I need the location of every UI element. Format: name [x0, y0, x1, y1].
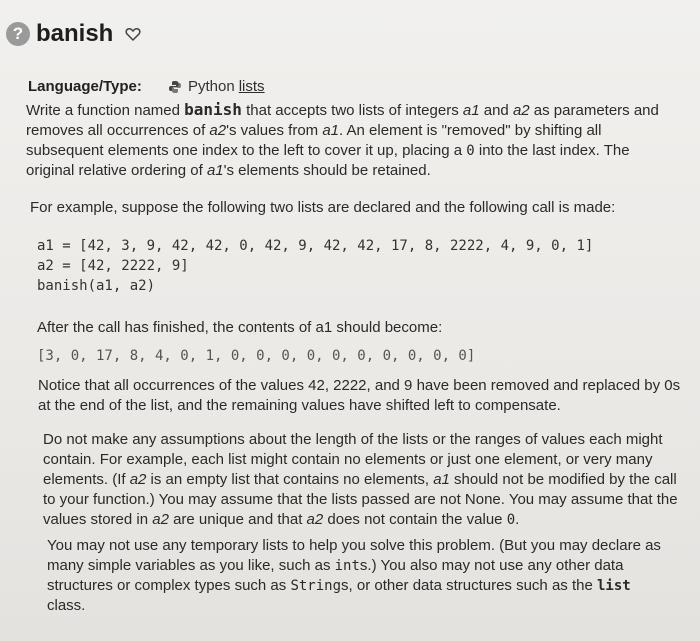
var-a1: a1 — [433, 471, 450, 488]
text: Write a function named — [26, 102, 185, 119]
code-line: a1 = [42, 3, 9, 42, 42, 0, 42, 9, 42, 42, 17, 8, 2222, 4, 9, 0, 1] — [37, 238, 594, 254]
language-link[interactable]: lists — [238, 78, 265, 95]
text: 's elements should be retained. — [223, 162, 431, 179]
code-string: String — [290, 578, 342, 594]
text: You may not use any temporary lists to help you solve this problem. (But you may declare as many simple variables as you like, such as — [47, 537, 661, 574]
example-intro: For example, suppose the following two lists are declared and the following call is made: — [30, 199, 616, 216]
language-row — [28, 78, 265, 95]
var-a1: a1 — [462, 102, 480, 119]
text: Do not make any assumptions about the length of the lists or the ranges of values each might contain. For example, each list might contain no elements or just one element, or very many elements. (If — [43, 431, 663, 488]
text: as parameters and removes all occurrences of — [26, 102, 659, 139]
text: 's values from — [226, 122, 323, 139]
after-call-text: After the call has finished, the contents of a1 should become: — [37, 319, 443, 336]
code-example — [37, 236, 593, 296]
text: should not be modified by the call to your function.) You may assume that the lists passed are not None. You may assume that the values stored in — [43, 471, 678, 528]
var-a2: a2 — [209, 122, 227, 139]
text: . An element is "removed" by shifting all subsequent elements one index to the left to cover it up, placing a — [26, 122, 602, 159]
var-a2: a2 — [512, 102, 530, 119]
var-a1: a1 — [206, 162, 224, 179]
code-line: banish(a1, a2) — [37, 278, 156, 294]
text: does not contain the value — [323, 511, 507, 528]
function-name: banish — [184, 100, 242, 119]
text: and — [479, 102, 513, 119]
language-label: Language/Type: — [28, 78, 142, 95]
zero-literal: 0 — [506, 512, 516, 528]
text: s, or other data structures such as the — [341, 577, 597, 594]
problem-description — [26, 100, 666, 181]
code-list: list — [596, 578, 631, 594]
restrictions-paragraph — [47, 536, 667, 616]
text: are unique and that — [168, 511, 307, 528]
text: that accepts two lists of integers — [241, 102, 463, 119]
problem-title: banish — [36, 20, 114, 47]
var-a1: a1 — [322, 122, 340, 139]
heart-icon[interactable] — [125, 26, 141, 42]
result-list: [3, 0, 17, 8, 4, 0, 1, 0, 0, 0, 0, 0, 0, 0, 0, 0, 0] — [37, 348, 476, 364]
text: is an empty list that contains no elements, — [146, 471, 434, 488]
language-value: Python — [188, 78, 235, 95]
help-icon[interactable]: ? — [6, 22, 30, 46]
code-int: int — [334, 558, 360, 574]
python-icon — [168, 80, 182, 94]
zero-literal: 0 — [466, 143, 475, 159]
problem-header — [6, 20, 141, 48]
text: into the last index. The original relative ordering of — [26, 142, 630, 179]
code-line: a2 = [42, 2222, 9] — [37, 258, 189, 274]
text: s.) You also may not use any other data structures or complex types such as — [47, 557, 624, 594]
text: class. — [47, 597, 86, 614]
notice-paragraph: Notice that all occurrences of the values 42, 2222, and 9 have been removed and replaced by 0s at the end of the list, and the remaining values have shifted left to compensate. — [38, 377, 681, 414]
var-a2: a2 — [306, 511, 324, 528]
text: . — [515, 511, 520, 528]
assumptions-paragraph — [43, 430, 683, 530]
var-a2: a2 — [129, 471, 147, 488]
var-a2: a2 — [152, 511, 169, 528]
